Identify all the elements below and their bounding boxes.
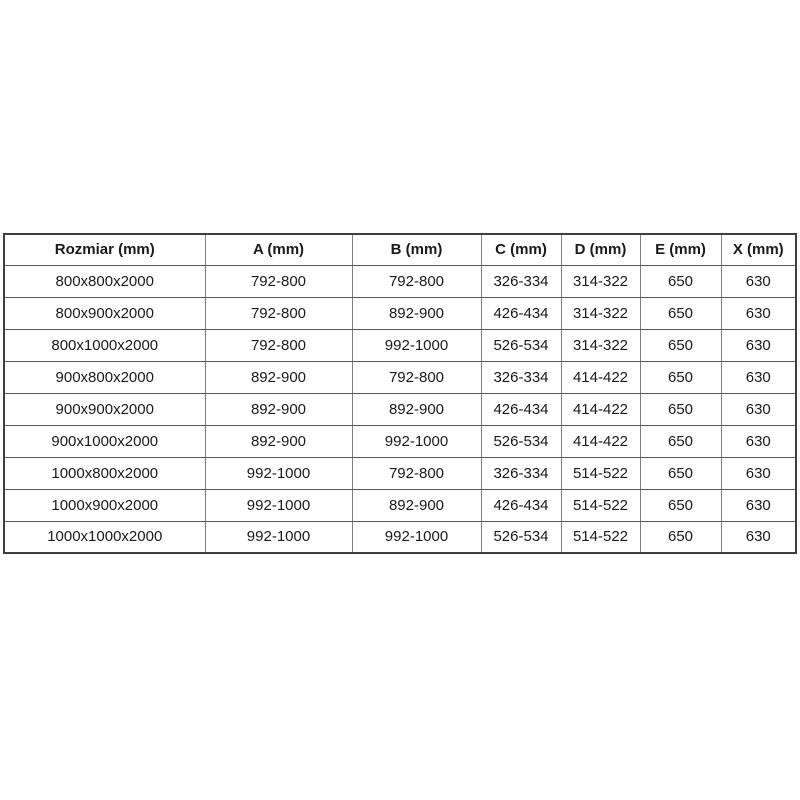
size-cell: 1000x1000x2000: [4, 521, 205, 553]
table-row: [4, 457, 796, 489]
table-header-row: [4, 234, 796, 265]
table-cell: 650: [640, 297, 721, 329]
table-row: [4, 297, 796, 329]
table-cell: 992-1000: [205, 489, 352, 521]
table-cell: 650: [640, 361, 721, 393]
size-cell: 800x900x2000: [4, 297, 205, 329]
table-cell: 526-534: [481, 425, 561, 457]
table-cell: 892-900: [205, 361, 352, 393]
table-cell: 630: [721, 329, 796, 361]
table-cell: 526-534: [481, 521, 561, 553]
table-cell: 426-434: [481, 393, 561, 425]
table-cell: 630: [721, 425, 796, 457]
table-cell: 892-900: [352, 393, 481, 425]
table-cell: 992-1000: [352, 425, 481, 457]
size-cell: 1000x800x2000: [4, 457, 205, 489]
table-cell: 992-1000: [205, 457, 352, 489]
table-cell: 630: [721, 521, 796, 553]
column-header-x: X (mm): [721, 234, 796, 265]
table-cell: 992-1000: [352, 329, 481, 361]
table-cell: 414-422: [561, 425, 640, 457]
table-cell: 650: [640, 425, 721, 457]
table-row: [4, 265, 796, 297]
table-cell: 526-534: [481, 329, 561, 361]
table-cell: 630: [721, 457, 796, 489]
table-cell: 650: [640, 521, 721, 553]
size-cell: 1000x900x2000: [4, 489, 205, 521]
table-cell: 314-322: [561, 265, 640, 297]
table-cell: 426-434: [481, 489, 561, 521]
table-cell: 514-522: [561, 521, 640, 553]
size-cell: 900x900x2000: [4, 393, 205, 425]
table-cell: 414-422: [561, 393, 640, 425]
table-cell: 630: [721, 393, 796, 425]
table-cell: 630: [721, 489, 796, 521]
table-cell: 792-800: [205, 265, 352, 297]
table-cell: 326-334: [481, 265, 561, 297]
table-cell: 650: [640, 457, 721, 489]
table-cell: 650: [640, 265, 721, 297]
table-row: [4, 521, 796, 553]
size-cell: 800x1000x2000: [4, 329, 205, 361]
size-cell: 900x800x2000: [4, 361, 205, 393]
table-cell: 314-322: [561, 329, 640, 361]
column-header-c: C (mm): [481, 234, 561, 265]
table-cell: 514-522: [561, 489, 640, 521]
table-cell: 992-1000: [352, 521, 481, 553]
table-cell: 792-800: [352, 457, 481, 489]
column-header-rozmiar: Rozmiar (mm): [4, 234, 205, 265]
table-cell: 892-900: [352, 489, 481, 521]
table-row: [4, 329, 796, 361]
size-cell: 800x800x2000: [4, 265, 205, 297]
table-cell: 650: [640, 329, 721, 361]
table-cell: 630: [721, 265, 796, 297]
table-cell: 792-800: [352, 265, 481, 297]
table-cell: 992-1000: [205, 521, 352, 553]
table-cell: 650: [640, 393, 721, 425]
column-header-e: E (mm): [640, 234, 721, 265]
table-cell: 514-522: [561, 457, 640, 489]
table-cell: 326-334: [481, 457, 561, 489]
table-cell: 792-800: [352, 361, 481, 393]
table-row: [4, 361, 796, 393]
size-cell: 900x1000x2000: [4, 425, 205, 457]
table-row: [4, 425, 796, 457]
table-cell: 650: [640, 489, 721, 521]
table-cell: 792-800: [205, 297, 352, 329]
table-row: [4, 489, 796, 521]
table-cell: 326-334: [481, 361, 561, 393]
table-cell: 426-434: [481, 297, 561, 329]
table-cell: 630: [721, 297, 796, 329]
spec-table: [3, 233, 797, 554]
column-header-d: D (mm): [561, 234, 640, 265]
column-header-a: A (mm): [205, 234, 352, 265]
table-cell: 630: [721, 361, 796, 393]
table-cell: 892-900: [352, 297, 481, 329]
table-cell: 314-322: [561, 297, 640, 329]
table-cell: 414-422: [561, 361, 640, 393]
table-cell: 892-900: [205, 393, 352, 425]
table-cell: 892-900: [205, 425, 352, 457]
column-header-b: B (mm): [352, 234, 481, 265]
table-row: [4, 393, 796, 425]
table-cell: 792-800: [205, 329, 352, 361]
